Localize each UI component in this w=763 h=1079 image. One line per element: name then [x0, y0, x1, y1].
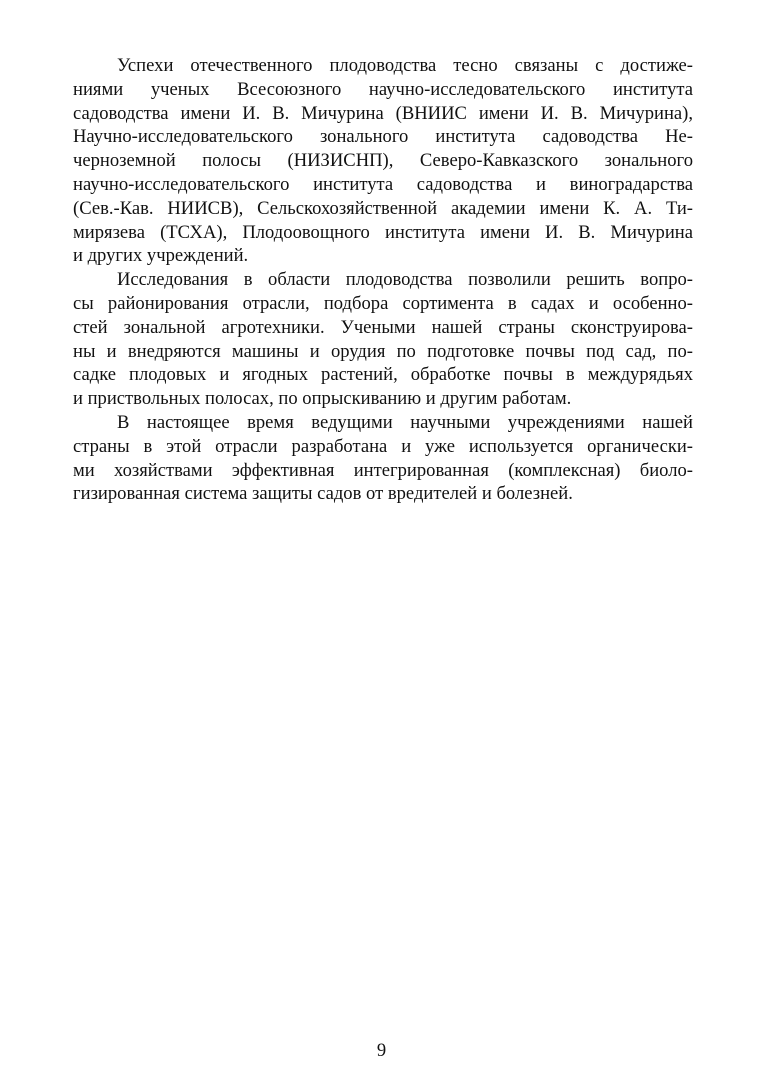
paragraph-line: и других учреждений.: [73, 245, 249, 267]
paragraph-line: стей зональной агротехники. Учеными нашей страны сконструирова-: [73, 316, 693, 338]
paragraph-3: [73, 411, 693, 506]
paragraph-line: ны и внедряются машины и орудия по подготовке почвы под сад, по-: [73, 340, 693, 362]
paragraph-line: ми хозяйствами эффективная интегрированная (комплексная) биоло-: [73, 459, 693, 481]
paragraph-line: и приствольных полосах, по опрыскиванию и другим работам.: [73, 388, 572, 410]
paragraph-line: научно-исследовательского института садоводства и виноградарства: [73, 173, 693, 195]
paragraph-2: [73, 268, 693, 411]
paragraph-line: мирязева (ТСХА), Плодоовощного института имени И. В. Мичурина: [73, 221, 693, 243]
paragraph-line: В настоящее время ведущими научными учреждениями нашей: [117, 411, 693, 433]
paragraph-line: Научно-исследовательского зонального института садоводства Не-: [73, 126, 693, 148]
paragraph-line: садке плодовых и ягодных растений, обработке почвы в междурядьях: [73, 364, 693, 386]
paragraph-line: (Сев.-Кав. НИИСВ), Сельскохозяйственной академии имени К. А. Ти-: [73, 197, 693, 219]
paragraph-line: гизированная система защиты садов от вредителей и болезней.: [73, 483, 573, 505]
paragraph-line: сы районирования отрасли, подбора сортимента в садах и особенно-: [73, 292, 693, 314]
page-number: 9: [376, 1040, 387, 1061]
paragraph-line: черноземной полосы (НИЗИСНП), Северо-Кавказского зонального: [73, 150, 693, 172]
paragraph-line: Успехи отечественного плодоводства тесно связаны с достиже-: [117, 55, 693, 76]
body-text: [73, 54, 693, 506]
paragraph-line: Исследования в области плодоводства позволили решить вопро-: [117, 269, 693, 291]
paragraph-line: ниями ученых Всесоюзного научно-исследовательского института: [73, 78, 693, 100]
paragraph-1: [73, 54, 693, 268]
paragraph-line: страны в этой отрасли разработана и уже используется органически-: [73, 435, 693, 457]
paragraph-line: садоводства имени И. В. Мичурина (ВНИИС имени И. В. Мичурина),: [73, 102, 693, 124]
